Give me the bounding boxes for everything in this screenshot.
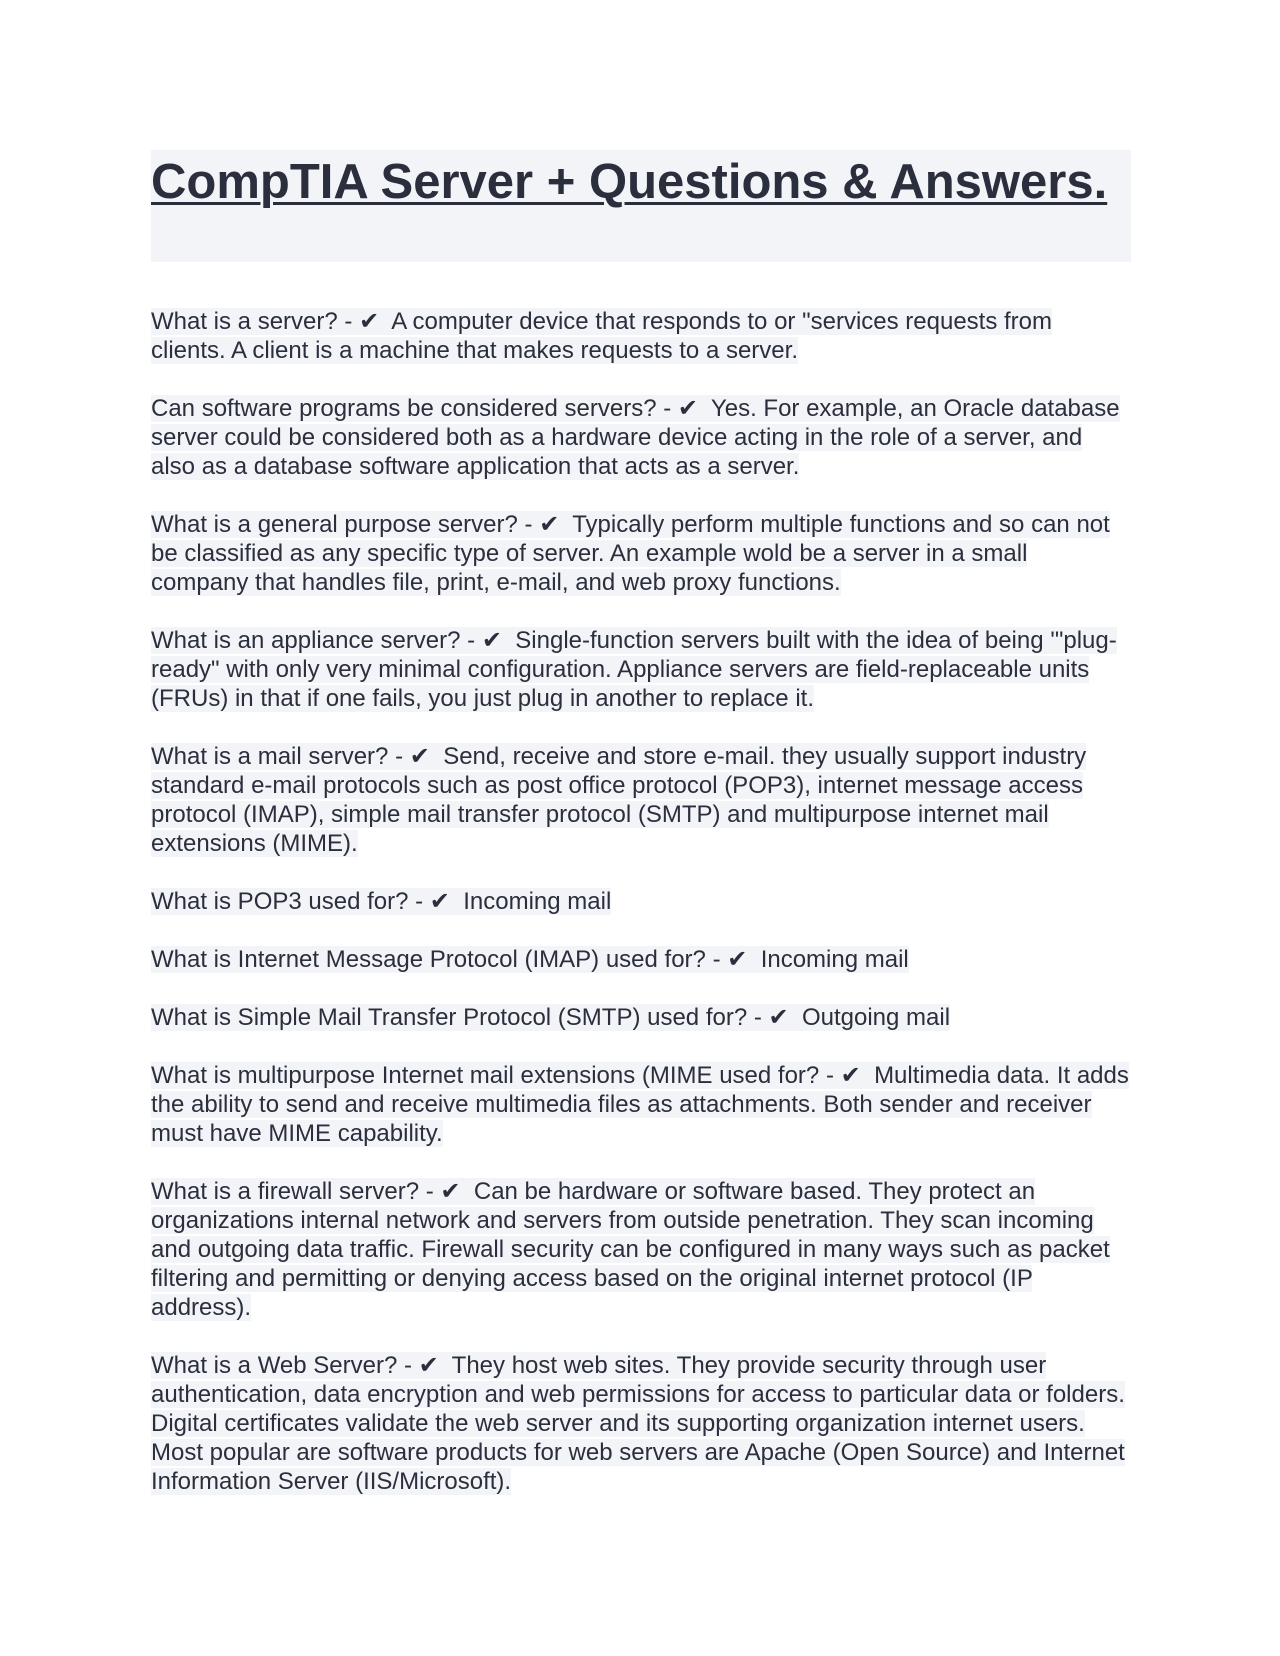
question-text: What is a Web Server?	[151, 1352, 398, 1379]
answer-text: They host web sites. They provide security through user authentication, data encryption and web permissions for access to particular data or folders. Digital certificates validate the web server and its supporting organization internet users. Most popular are software products for web servers are Apache (Open Source) and Internet Information Server (IIS/Microsoft).	[151, 1352, 1125, 1495]
qa-item	[151, 945, 1131, 974]
question-text: What is an appliance server?	[151, 627, 461, 654]
qa-item	[151, 626, 1131, 713]
qa-item	[151, 887, 1131, 916]
separator: -	[517, 511, 540, 538]
separator: -	[408, 888, 430, 915]
separator: -	[397, 1352, 419, 1379]
answer-text: Single-function servers built with the idea of being '"plug-ready" with only very minimal configuration. Appliance servers are field-replaceable units (FRUs) in that if one fails, you just plug in another to replace it.	[151, 627, 1117, 712]
answer-text: Incoming mail	[760, 946, 909, 973]
question-text: What is a server?	[151, 308, 338, 335]
answer-text: Send, receive and store e-mail. they usually support industry standard e-mail protocols such as post office protocol (POP3), internet message access protocol (IMAP), simple mail transfer protocol (SMTP) and multipurpose internet mail extensions (MIME).	[151, 743, 1087, 857]
check-icon: ✔	[840, 1062, 861, 1089]
answer-text: A computer device that responds to or "services requests from clients. A client is a machine that makes requests to a server.	[151, 308, 1053, 364]
check-icon: ✔	[359, 308, 380, 335]
answer-text: Yes. For example, an Oracle database server could be considered both as a hardware device acting in the role of a server, and also as a database software application that acts as a server.	[151, 395, 1120, 480]
separator: -	[388, 743, 410, 770]
check-icon: ✔	[539, 511, 560, 538]
check-icon: ✔	[677, 395, 699, 422]
check-icon: ✔	[409, 743, 430, 770]
separator: -	[337, 308, 360, 335]
qa-item	[151, 1351, 1131, 1496]
document-title: CompTIA Server + Questions & Answers.	[151, 155, 1108, 209]
qa-list	[151, 307, 1131, 1496]
qa-item	[151, 510, 1131, 597]
check-icon: ✔	[768, 1004, 789, 1031]
check-icon: ✔	[429, 888, 450, 915]
answer-text: Outgoing mail	[801, 1004, 951, 1031]
separator: -	[419, 1178, 441, 1205]
question-text: Can software programs be considered servers?	[151, 395, 657, 422]
separator: -	[747, 1004, 769, 1031]
answer-text: Multimedia data. It adds the ability to send and receive multimedia files as attachments. Both sender and receiver must have MIME capability.	[151, 1062, 1129, 1147]
question-text: What is a firewall server?	[151, 1178, 420, 1205]
check-icon: ✔	[481, 627, 502, 654]
answer-text: Typically perform multiple functions and so can not be classified as any specific type of server. An example wold be a server in a small company that handles file, print, e-mail, and web proxy functions.	[151, 511, 1110, 596]
question-text: What is Internet Message Protocol (IMAP) used for?	[151, 946, 706, 973]
check-icon: ✔	[440, 1178, 461, 1205]
answer-text: Incoming mail	[463, 888, 612, 915]
answer-text: Can be hardware or software based. They protect an organizations internal network and servers from outside penetration. They scan incoming and outgoing data traffic. Firewall security can be configured in many ways such as packet filtering and permitting or denying access based on the original internet protocol (IP address).	[151, 1178, 1110, 1321]
document-page	[151, 150, 1131, 1525]
qa-item	[151, 1003, 1131, 1032]
separator: -	[819, 1062, 841, 1089]
question-text: What is multipurpose Internet mail extensions (MIME used for?	[151, 1062, 820, 1089]
question-text: What is a general purpose server?	[151, 511, 518, 538]
qa-item	[151, 1177, 1131, 1322]
qa-item	[151, 1061, 1131, 1148]
qa-item	[151, 307, 1131, 365]
question-text: What is Simple Mail Transfer Protocol (SMTP) used for?	[151, 1004, 748, 1031]
title-block	[151, 150, 1131, 262]
qa-item	[151, 742, 1131, 858]
separator: -	[656, 395, 678, 422]
separator: -	[460, 627, 482, 654]
qa-item	[151, 394, 1131, 481]
check-icon: ✔	[727, 946, 748, 973]
question-text: What is POP3 used for?	[151, 888, 409, 915]
check-icon: ✔	[418, 1352, 439, 1379]
question-text: What is a mail server?	[151, 743, 389, 770]
separator: -	[705, 946, 728, 973]
